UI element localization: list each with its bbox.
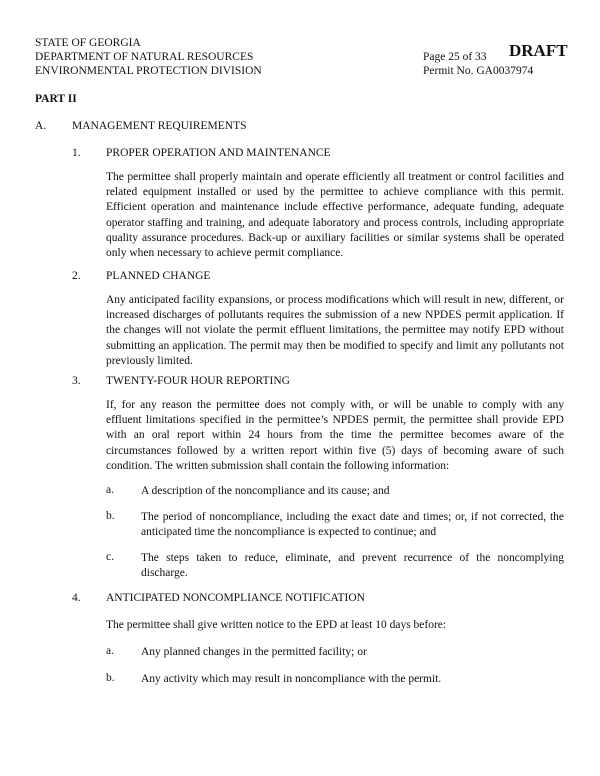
header-state: STATE OF GEORGIA bbox=[35, 37, 141, 49]
part-heading: PART II bbox=[35, 93, 77, 105]
section-title: MANAGEMENT REQUIREMENTS bbox=[72, 120, 247, 132]
draft-label: DRAFT bbox=[509, 41, 568, 60]
item-paragraph: The permittee shall properly maintain and operate efficiently all treatment or control facilities and related equipment installed or used by the permittee to achieve compliance with this permit. Efficient operation and maintenance include effective performance, adequate funding, adequate operator staffing and training, and adequate laboratory and process controls, including appropriate quality assurance procedures. Back-up or auxiliary facilities or similar systems shall be operated only when necessary to achieve permit compliance. bbox=[106, 171, 564, 260]
section-number: A. bbox=[35, 120, 47, 132]
header-division: ENVIRONMENTAL PROTECTION DIVISION bbox=[35, 65, 262, 77]
subitem-letter: c. bbox=[106, 551, 114, 563]
header-agency-block bbox=[35, 36, 262, 78]
item-paragraph: If, for any reason the permittee does not comply with, or will be unable to comply with any effluent limitations specified in the permittee’s NPDES permit, the permittee shall provide EPD with an oral report within 24 hours from the time the permittee becomes aware of the circumstances followed by a written report within five (5) days of becoming aware of such condition. The written submission shall contain the following information: bbox=[106, 399, 564, 472]
item-number: 2. bbox=[72, 270, 81, 282]
subitem-letter: b. bbox=[106, 510, 115, 522]
subitem-letter: a. bbox=[106, 484, 114, 496]
permit-number: Permit No. GA0037974 bbox=[423, 65, 534, 77]
item-paragraph: The permittee shall give written notice to the EPD at least 10 days before: bbox=[106, 619, 447, 631]
item-number: 1. bbox=[72, 147, 81, 159]
subitem-text: Any planned changes in the permitted facility; or bbox=[141, 646, 367, 658]
item-title: ANTICIPATED NONCOMPLIANCE NOTIFICATION bbox=[106, 592, 365, 604]
item-number: 3. bbox=[72, 375, 81, 387]
subitem-text: The steps taken to reduce, eliminate, and prevent recurrence of the noncomplying discharge. bbox=[141, 552, 564, 580]
subitem-text: The period of noncompliance, including the exact date and times; or, if not corrected, the anticipated time the noncompliance is expected to continue; and bbox=[141, 511, 564, 539]
subitem-text: A description of the noncompliance and its cause; and bbox=[141, 485, 390, 497]
page-number: Page 25 of 33 bbox=[423, 51, 487, 63]
item-title: PLANNED CHANGE bbox=[106, 270, 211, 282]
item-title: TWENTY-FOUR HOUR REPORTING bbox=[106, 375, 290, 387]
subitem-text: Any activity which may result in noncompliance with the permit. bbox=[141, 673, 442, 685]
item-paragraph: Any anticipated facility expansions, or process modifications which will result in new, different, or increased discharges of pollutants requires the submission of a new NPDES permit application. If the changes will not violate the permit effluent limitations, the permittee may notify EPD without submitting an application. The permit may then be modified to specify and limit any pollutants not previously limited. bbox=[106, 294, 564, 367]
subitem-letter: a. bbox=[106, 645, 114, 657]
item-number: 4. bbox=[72, 592, 81, 604]
header-department: DEPARTMENT OF NATURAL RESOURCES bbox=[35, 51, 254, 63]
subitem-letter: b. bbox=[106, 672, 115, 684]
item-title: PROPER OPERATION AND MAINTENANCE bbox=[106, 147, 331, 159]
